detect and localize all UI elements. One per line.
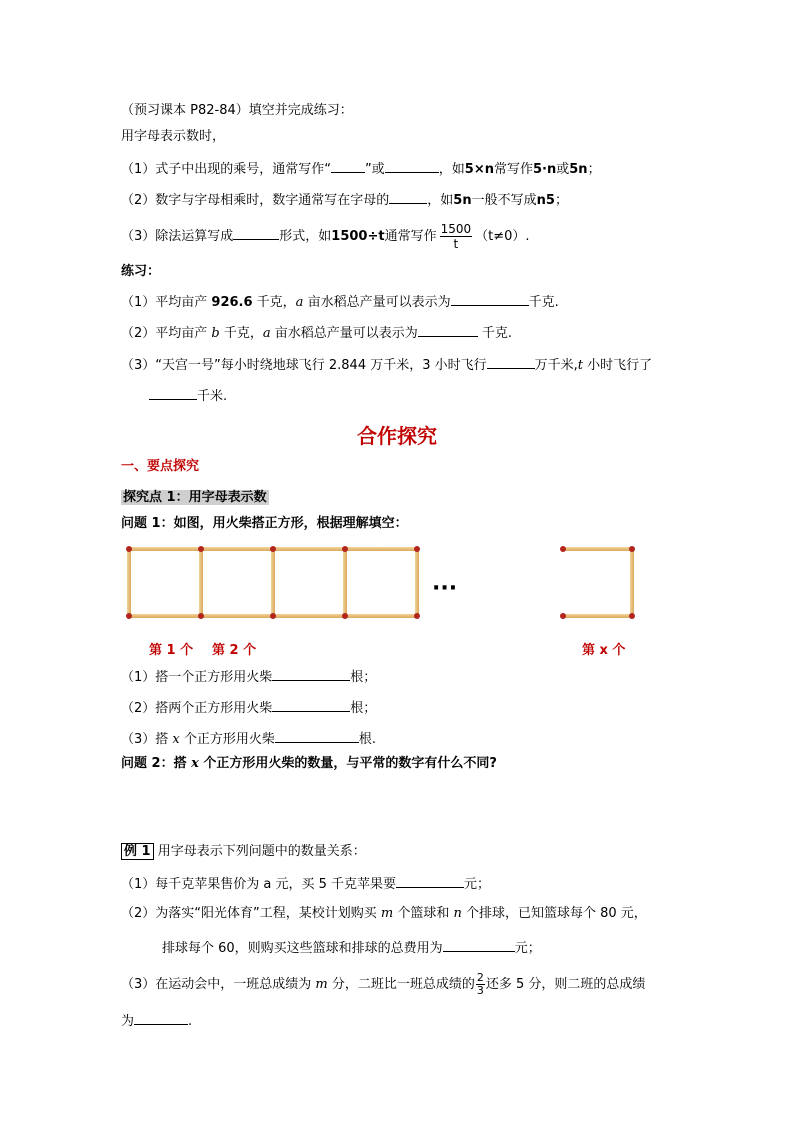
blank-field[interactable] (331, 158, 365, 173)
blank-field[interactable] (487, 354, 535, 369)
blank-field[interactable] (385, 158, 439, 173)
text: m (380, 906, 394, 921)
text: （1）搭一个正方形用火柴 (121, 670, 273, 685)
text: （2）平均亩产 (121, 326, 212, 341)
text: （2）搭两个正方形用火柴 (121, 701, 273, 716)
text: a (295, 295, 304, 310)
item-2 (121, 697, 376, 718)
text: 根. (358, 732, 377, 747)
text: 常写作 (493, 162, 533, 177)
ellipsis-dots: ··· (432, 576, 458, 601)
text: 问题 2：搭 (121, 756, 192, 771)
practice-2 (121, 322, 512, 343)
preview-rule-3 (121, 222, 530, 251)
text: （2）数字与字母相乘时，数字通常写在字母的 (121, 193, 390, 208)
section-subtitle: 一、要点探究 (121, 459, 200, 474)
label-second: 第 2 个 (212, 643, 257, 658)
text: 一般不写成 (471, 193, 537, 208)
text: 亩水稻总产量可以表示为 (303, 295, 451, 310)
text: m (315, 977, 328, 992)
blank-field[interactable] (443, 937, 515, 952)
blank-field[interactable] (149, 385, 197, 400)
label-first: 第 1 个 (149, 643, 194, 658)
denominator: 3 (476, 984, 484, 997)
text: 1500÷t (331, 229, 385, 244)
text: 5·n (533, 162, 557, 177)
matchstick-figure (120, 540, 640, 622)
text: 亩水稻总产量可以表示为 (270, 326, 418, 341)
blank-field[interactable] (272, 697, 350, 712)
text: 926.6 (211, 295, 253, 310)
text: t (577, 358, 584, 373)
text: 排球每个 60，则购买这些篮球和排球的总费用为 (162, 941, 443, 956)
matchstick-nth (560, 546, 635, 619)
text: （3）搭 (121, 732, 173, 747)
text: ”或 (365, 162, 385, 177)
blank-field[interactable] (389, 189, 427, 204)
text: （1）平均亩产 (121, 295, 212, 310)
text: 用字母表示下列问题中的数量关系： (153, 844, 366, 859)
text: 千克. (528, 295, 559, 310)
text: a (262, 326, 271, 341)
text: （1）式子中出现的乘号，通常写作“ (121, 162, 332, 177)
text: ； (587, 162, 601, 177)
text: 千克， (219, 326, 263, 341)
denominator: t (453, 237, 459, 251)
explore-point (121, 489, 269, 507)
text: 个正方形用火柴 (179, 732, 275, 747)
preview-rule-2 (121, 189, 568, 210)
question-2 (121, 755, 497, 773)
example-1 (121, 873, 490, 894)
item-1 (121, 666, 376, 687)
text: 或 (556, 162, 570, 177)
text: 千克， (252, 295, 296, 310)
text: （1）每千克苹果售价为 a 元，买 5 千克苹果要 (121, 877, 397, 892)
preview-rule-1 (121, 158, 601, 179)
text: 元； (464, 877, 491, 892)
text: 万千米, (534, 358, 578, 373)
fraction (440, 222, 473, 251)
blank-field[interactable] (272, 666, 350, 681)
text: 千米. (197, 389, 228, 404)
example-3 (121, 972, 645, 997)
text: （2）为落实“阳光体育”工程，某校计划购买 (121, 906, 381, 921)
example-3-cont (121, 1010, 192, 1031)
fraction (476, 972, 485, 997)
example-header (121, 843, 366, 861)
text: （t≠0）. (475, 229, 530, 244)
text: 通常写作 (384, 229, 437, 244)
text: ，如 (427, 193, 454, 208)
text: x (191, 756, 199, 771)
blank-field[interactable] (134, 1010, 188, 1025)
text: （3）除法运算写成 (121, 229, 234, 244)
text: （3）“天宫一号”每小时绕地球飞行 2.844 万千米，3 小时飞行 (121, 358, 487, 373)
preview-lead: 用字母表示数时， (121, 129, 226, 144)
matchstick-squares (126, 546, 420, 619)
text: 根； (350, 670, 377, 685)
text: 个正方形用火柴的数量，与平常的数字有什么不同? (198, 756, 497, 771)
example-2-cont (162, 937, 541, 958)
text: 5×n (464, 162, 494, 177)
text: 5n (453, 193, 472, 208)
text: 形式，如 (279, 229, 332, 244)
text: n5 (536, 193, 555, 208)
text: 个篮球和 (393, 906, 454, 921)
numerator: 2 (476, 971, 484, 984)
text: 还多 5 分，则二班的总成绩 (485, 977, 646, 992)
numerator: 1500 (440, 222, 472, 236)
text: x (172, 732, 180, 747)
practice-1 (121, 291, 559, 312)
text: ； (554, 193, 568, 208)
blank-field[interactable] (396, 873, 464, 888)
preview-intro: （预习课本 P82-84）填空并完成练习： (121, 103, 353, 118)
practice-3-cont (149, 385, 227, 406)
example-tag: 例 1 (121, 843, 154, 860)
label-nth: 第 x 个 (582, 643, 626, 658)
text: 个排球，已知篮球每个 80 元， (461, 906, 647, 921)
text: （3）在运动会中，一班总成绩为 (121, 977, 316, 992)
text: n (453, 906, 462, 921)
text: 元； (514, 941, 541, 956)
question-1: 问题 1：如图，用火柴搭正方形，根据理解填空： (121, 516, 408, 531)
blank-field[interactable] (275, 728, 359, 743)
blank-field[interactable] (451, 291, 529, 306)
text: 分，二班比一班总成绩的 (327, 977, 475, 992)
text: b (211, 326, 220, 341)
text: ，如 (438, 162, 465, 177)
highlighted-heading: 探究点 1：用字母表示数 (123, 490, 267, 505)
practice-label: 练习： (121, 264, 161, 279)
text: 小时飞行了 (583, 358, 653, 373)
example-2 (121, 905, 647, 923)
blank-field[interactable] (418, 322, 478, 337)
text: 千克. (477, 326, 513, 341)
practice-3 (121, 354, 652, 375)
section-title: 合作探究 (357, 424, 437, 448)
text: 5n (569, 162, 588, 177)
text: 根； (350, 701, 377, 716)
text: 为 (121, 1014, 135, 1029)
blank-field[interactable] (233, 225, 279, 240)
text: . (188, 1014, 193, 1029)
item-3 (121, 728, 376, 749)
